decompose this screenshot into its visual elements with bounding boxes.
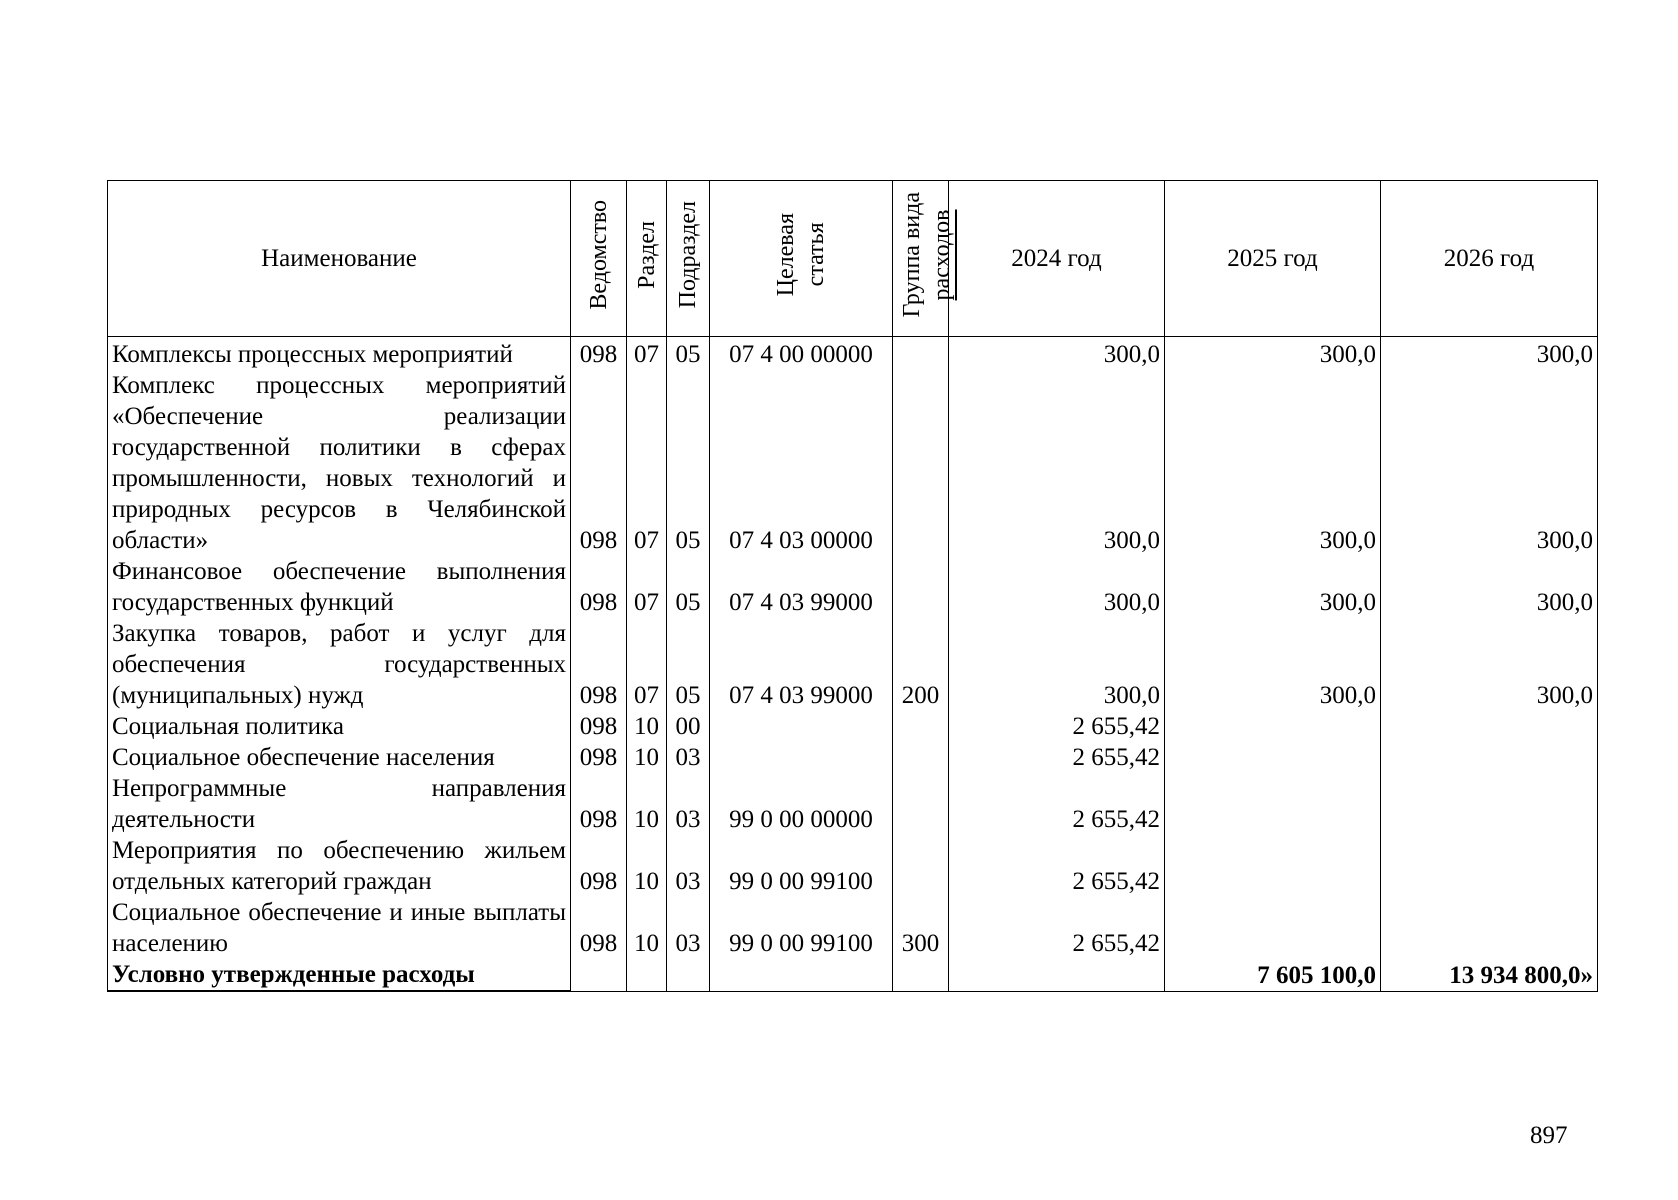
header-section [627,181,667,337]
header-expense-group [893,181,955,337]
table-row [108,897,1598,959]
row-subsection: 05 [667,556,710,618]
table-header-row [108,181,1598,337]
row-department: 098 [571,773,627,835]
total-target-article [710,959,893,991]
header-department-label: Ведомство [585,199,612,310]
row-amount-2024: 2 655,42 [949,742,1165,773]
budget-table [107,180,1598,992]
row-section: 07 [627,556,667,618]
row-amount-2026 [1381,835,1598,897]
row-target-article: 07 4 00 00000 [710,337,893,371]
row-amount-2026 [1381,773,1598,835]
row-department: 098 [571,711,627,742]
row-amount-2025 [1165,835,1381,897]
row-expense-group: 300 [893,897,949,959]
header-subsection [667,181,710,337]
row-section: 07 [627,618,667,711]
row-expense-group [893,835,949,897]
total-department [571,959,627,991]
row-amount-2024: 300,0 [949,370,1165,556]
total-section [627,959,667,991]
header-target-line1: Целевая [773,212,799,297]
table-row [108,370,1598,556]
row-amount-2025: 300,0 [1165,556,1381,618]
row-amount-2024: 2 655,42 [949,773,1165,835]
row-subsection: 03 [667,835,710,897]
header-target-article-label [771,213,831,296]
header-subsection-label: Подраздел [675,200,701,309]
row-target-article: 07 4 03 99000 [710,556,893,618]
row-expense-group [893,711,949,742]
row-name: Финансовое обеспечение выполнения государственных функций [108,556,571,618]
row-amount-2026 [1381,742,1598,773]
table-row [108,556,1598,618]
row-subsection: 05 [667,370,710,556]
table-row [108,337,1598,371]
row-name: Непрограммные направления деятельности [108,773,571,835]
row-subsection: 03 [667,742,710,773]
row-department: 098 [571,618,627,711]
row-target-article: 07 4 03 00000 [710,370,893,556]
header-section-label: Раздел [633,220,660,289]
row-amount-2024: 300,0 [949,618,1165,711]
total-amount-2026: 13 934 800,0» [1381,959,1598,991]
row-section: 07 [627,370,667,556]
total-expense-group [893,959,949,991]
total-amount-2025: 7 605 100,0 [1165,959,1381,991]
row-amount-2025: 300,0 [1165,370,1381,556]
row-department: 098 [571,337,627,371]
row-subsection: 03 [667,897,710,959]
row-amount-2025: 300,0 [1165,337,1381,371]
row-amount-2026 [1381,897,1598,959]
header-target-article [710,181,893,337]
row-name: Закупка товаров, работ и услуг для обеспечения государственных (муниципальных) нужд [108,618,571,711]
row-target-article [710,742,893,773]
row-section: 07 [627,337,667,371]
row-subsection: 05 [667,618,710,711]
row-name: Мероприятия по обеспечению жильем отдельных категорий граждан [108,835,571,897]
total-row [108,959,1598,991]
row-expense-group [893,337,949,371]
row-expense-group [893,742,949,773]
row-subsection: 00 [667,711,710,742]
table-row [108,773,1598,835]
header-name: Наименование [108,181,571,337]
header-year-2025: 2025 год [1165,181,1381,337]
row-expense-group [893,370,949,556]
row-expense-group [893,773,949,835]
row-target-article [710,711,893,742]
row-amount-2025 [1165,773,1381,835]
row-name: Комплексы процессных мероприятий [108,337,571,371]
total-amount-2024 [949,959,1165,991]
row-expense-group: 200 [893,618,949,711]
row-section: 10 [627,835,667,897]
row-department: 098 [571,556,627,618]
row-amount-2024: 300,0 [949,337,1165,371]
total-subsection [667,959,710,991]
row-amount-2025 [1165,897,1381,959]
header-year-2024: 2024 год [949,181,1165,337]
row-name: Социальное обеспечение и иные выплаты населению [108,897,571,959]
row-amount-2026: 300,0 [1381,370,1598,556]
header-group-line1: Группа вида [899,191,925,318]
row-name: Комплекс процессных мероприятий «Обеспечение реализации государственной политики в сферах промышленности, новых технологий и природных ресурсов в Челябинской области» [108,370,571,556]
header-expense-group-label [897,192,957,317]
budget-table-container [107,180,1597,992]
page-number: 897 [1530,1122,1568,1149]
row-amount-2025 [1165,711,1381,742]
row-section: 10 [627,897,667,959]
row-amount-2025: 300,0 [1165,618,1381,711]
row-amount-2024: 2 655,42 [949,835,1165,897]
table-row [108,711,1598,742]
row-amount-2026: 300,0 [1381,618,1598,711]
row-amount-2026: 300,0 [1381,556,1598,618]
row-amount-2026: 300,0 [1381,337,1598,371]
row-section: 10 [627,773,667,835]
row-amount-2024: 2 655,42 [949,897,1165,959]
header-department [571,181,627,337]
table-row [108,618,1598,711]
row-target-article: 99 0 00 99100 [710,897,893,959]
table-row [108,835,1598,897]
header-target-line2: статья [803,222,829,287]
row-name: Социальное обеспечение населения [108,742,571,773]
row-section: 10 [627,742,667,773]
total-row-name: Условно утвержденные расходы [108,959,571,991]
row-department: 098 [571,835,627,897]
row-department: 098 [571,370,627,556]
row-section: 10 [627,711,667,742]
row-amount-2026 [1381,711,1598,742]
row-amount-2024: 2 655,42 [949,711,1165,742]
row-subsection: 03 [667,773,710,835]
table-row [108,742,1598,773]
row-department: 098 [571,897,627,959]
row-expense-group [893,556,949,618]
header-year-2026: 2026 год [1381,181,1598,337]
row-amount-2025 [1165,742,1381,773]
row-target-article: 99 0 00 00000 [710,773,893,835]
row-name: Социальная политика [108,711,571,742]
header-group-line2: расходов [929,209,955,300]
row-subsection: 05 [667,337,710,371]
row-amount-2024: 300,0 [949,556,1165,618]
row-target-article: 99 0 00 99100 [710,835,893,897]
row-department: 098 [571,742,627,773]
row-target-article: 07 4 03 99000 [710,618,893,711]
